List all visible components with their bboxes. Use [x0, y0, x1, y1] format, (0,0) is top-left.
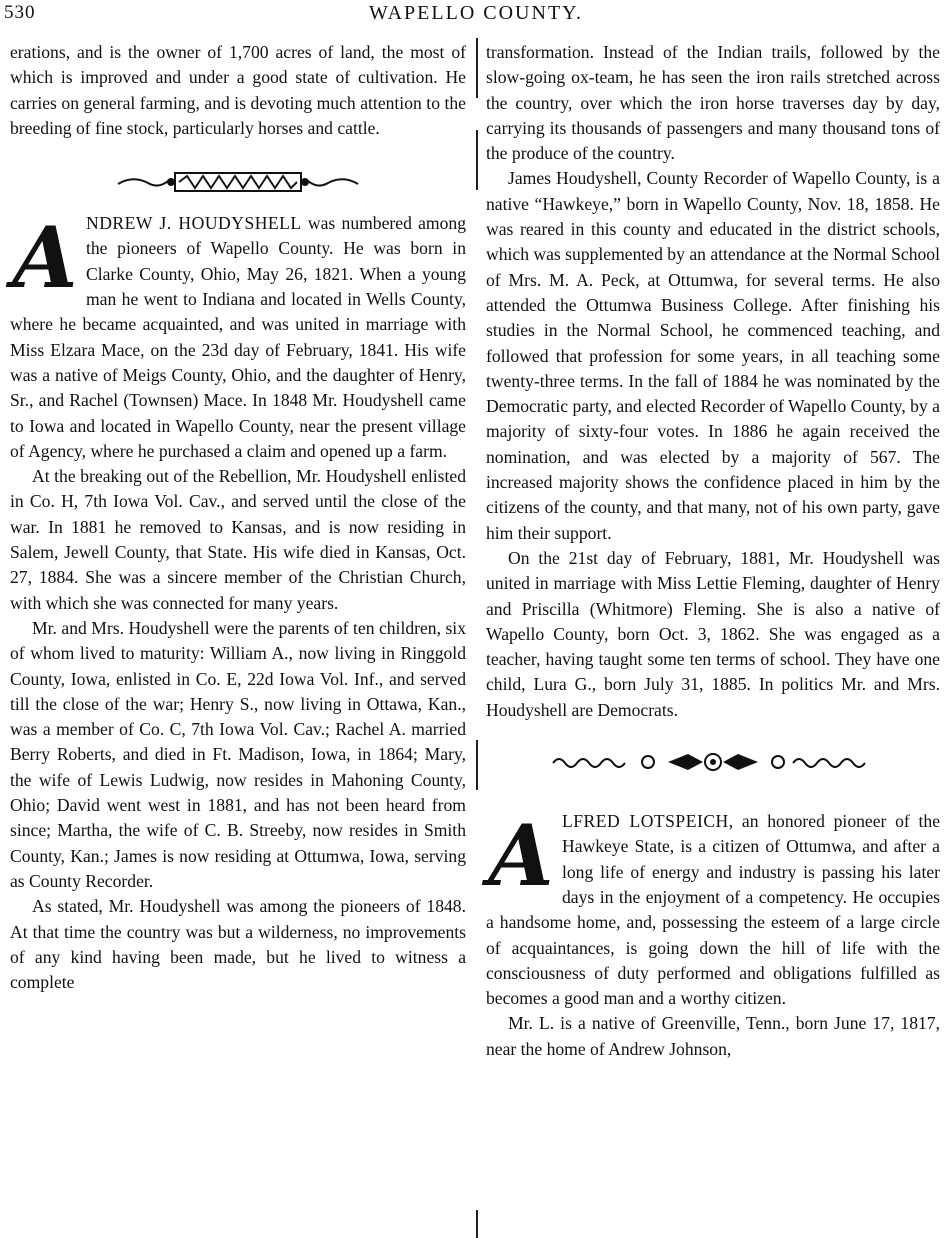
- intro-paragraph: erations, and is the owner of 1,700 acres of land, the most of which is improved and under a good state of cultivation. He carries on general farming, and is devoting much attention to the breeding of fine stock, particularly horses and cattle.: [10, 42, 466, 138]
- column-rule-middle: [476, 740, 478, 790]
- right-column: [486, 40, 940, 1062]
- column-rule-upper: [476, 130, 478, 190]
- column-rule-top: [476, 38, 478, 98]
- left-column: [10, 40, 466, 995]
- bio2-paragraph-1-text: , an honored pioneer of the Hawkeye State, is a citizen of Ottumwa, and after a long life of energy and industry is passing his later days in the enjoyment of a competency. He occupies a handsome home, and, possessing the esteem of a large circle of acquaintances, is going down the hill of life with the consciousness of duty performed and obligations fulfilled as becomes a good man and a worthy citizen.: [486, 811, 941, 1009]
- bio2-lead-name: LFRED LOTSPEICH: [562, 811, 729, 832]
- column-rule-lower: [476, 1210, 478, 1238]
- ornament-divider-icon: [548, 749, 878, 775]
- bio1-lead-name: NDREW J. HOUDYSHELL: [86, 213, 302, 234]
- biography-houdyshell: [10, 208, 466, 464]
- bio1-paragraph-4-continued: transformation. Instead of the Indian trails, followed by the slow-going ox-team, he has seen the iron rails stretched across the country, over which the iron horse traverses day by day, carrying its thousands of passengers and many thousand tons of the produce of the country.: [486, 42, 940, 164]
- bio1-paragraph-1-text: was numbered among the pioneers of Wapello County. He was born in Clarke County, Ohio, May 26, 1821. When a young man he went to Indiana and located in Wells County, where he became acquainted, and was united in marriage with Miss Elzara Mace, on the 23d day of February, 1841. His wife was a native of Meigs County, Ohio, and the daughter of Henry, Sr., and Rachel (Townsen) Mace. In 1848 Mr. Houdyshell came to Iowa and located in Wapello County, near the present village of Agency, where he purchased a claim and opened up a farm.: [10, 213, 466, 461]
- page-header: [0, 0, 952, 30]
- biography-lotspeich: [486, 806, 941, 1011]
- ornament-divider-icon: [113, 167, 363, 197]
- bio1-paragraph-5: James Houdyshell, County Recorder of Wapello County, is a native “Hawkeye,” born in Wapello County, Nov. 18, 1858. He was reared in this county and educated in the district schools, which was supplemented by an attendance at the Normal School of Mrs. M. A. Peck, at Ottumwa, for several terms. He also attended the Ottumwa Business College. After finishing his studies in the Normal School, he commenced teaching, and followed that profession for some years, in all teaching some twenty-three terms. In the fall of 1884 he was nominated by the Democratic party, and elected Recorder of Wapello County, by a majority of sixty-four votes. In 1886 he again received the nomination, and was elected by a majority of 567. The increased majority shows the confidence placed in him by the citizens of the county, and that many, not of his own party, gave him their support.: [486, 168, 940, 543]
- bio1-paragraph-4: As stated, Mr. Houdyshell was among the pioneers of 1848. At that time the country was but a wilderness, no improvements of any kind having been made, but he lived to witness a complete: [10, 896, 466, 993]
- bio1-paragraph-3: Mr. and Mrs. Houdyshell were the parents of ten children, six of whom lived to maturity: William A., now living in Ringgold County, Iowa, enlisted in Co. E, 22d Iowa Vol. Inf., and served till the close of the war; Henry S., now living in Ottawa, Kan., was a member of Co. C, 7th Iowa Vol. Cav.; Rachel A. married Berry Roberts, and died in Ft. Madison, Iowa, in 1864; Mary, the wife of Lewis Ludwig, now resides in Mahoning County, Ohio; David went west in 1881, and has not been heard from since; Martha, the wife of C. B. Streeby, now resides in Smith County, Kan.; James is now residing at Ottumwa, Iowa, serving as County Recorder.: [10, 617, 466, 891]
- bio1-paragraph-6: On the 21st day of February, 1881, Mr. Houdyshell was united in marriage with Miss Lettie Fleming, daughter of Henry and Priscilla (Whitmore) Fleming. She is also a native of Wapello County, born Oct. 3, 1862. She was engaged as a teacher, having taught some ten terms of school. They have one child, Lura G., born July 31, 1885. In politics Mr. and Mrs. Houdyshell are Democrats.: [486, 547, 940, 720]
- dropcap-initial: A: [12, 208, 78, 308]
- running-title: WAPELLO COUNTY.: [368, 2, 584, 24]
- bio1-paragraph-2: At the breaking out of the Rebellion, Mr. Houdyshell enlisted in Co. H, 7th Iowa Vol. Cav., and served until the close of the war. In 1881 he removed to Kansas, and is now residing in Salem, Jewell County, that State. His wife died in Kansas, Oct. 27, 1884. She was a sincere member of the Christian Church, with which she was connected for many years.: [10, 466, 466, 613]
- page-number: 530: [4, 2, 36, 23]
- dropcap-initial: A: [488, 806, 554, 906]
- bio2-paragraph-2: Mr. L. is a native of Greenville, Tenn., born June 17, 1817, near the home of Andrew Johnson,: [486, 1013, 940, 1059]
